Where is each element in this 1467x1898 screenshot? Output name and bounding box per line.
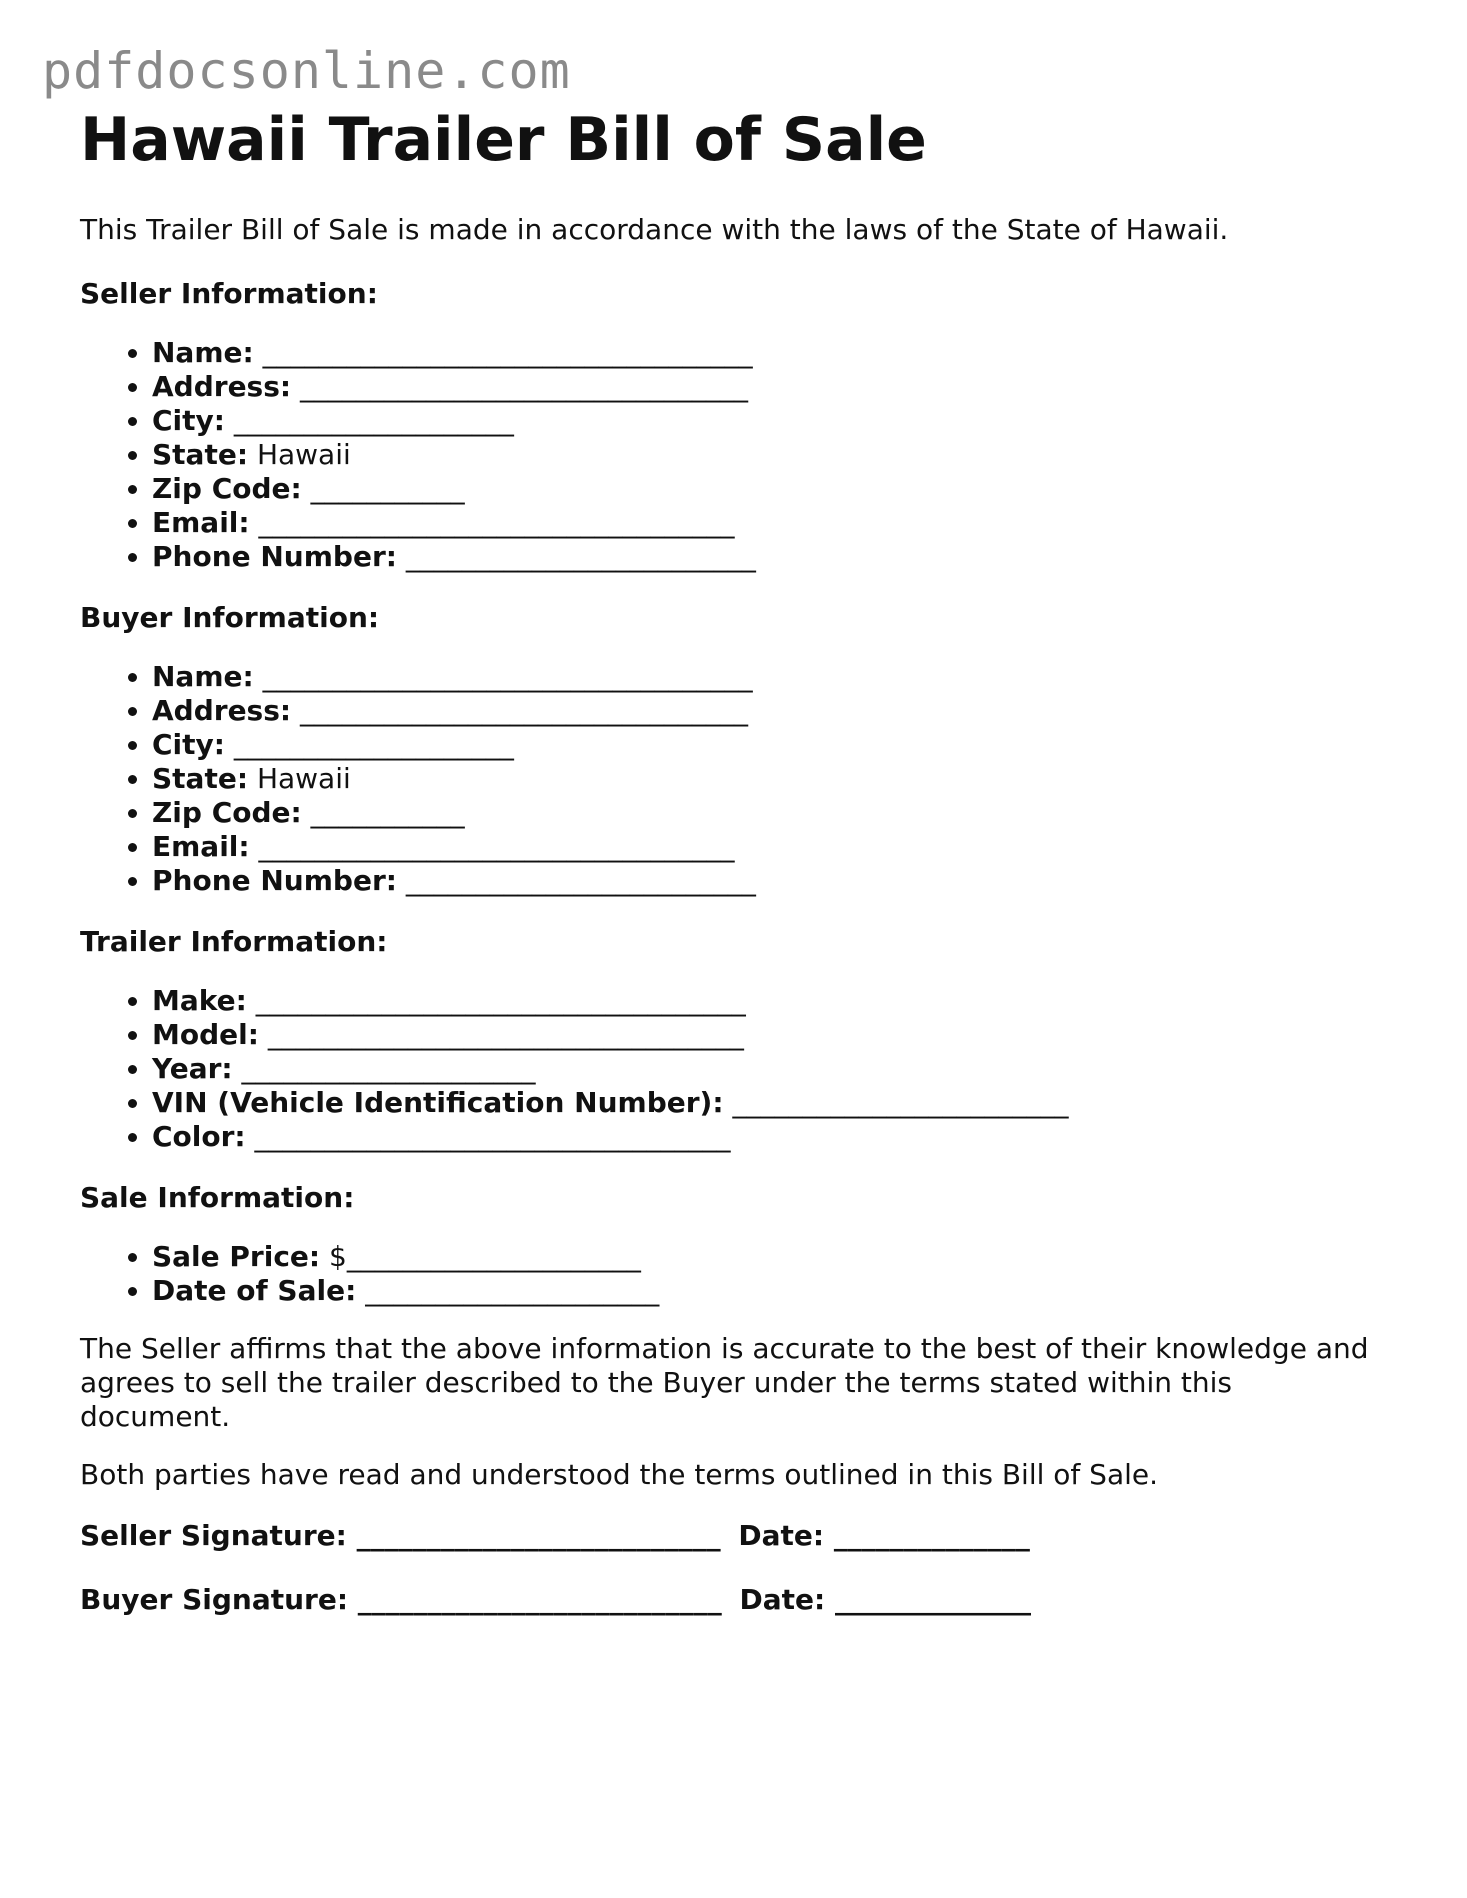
field-label: City: [152,404,225,437]
buyer-zip-item [152,796,1400,830]
field-label: State: [152,762,249,795]
affirmation-paragraph: The Seller affirms that the above information is accurate to the best of their knowledge and agrees to sell the trailer described to the Buyer under the terms stated within this document. [80,1332,1369,1433]
buyer-section-heading: Buyer Information: [80,601,380,634]
field-label: Email: [152,506,250,539]
intro-paragraph: This Trailer Bill of Sale is made in accordance with the laws of the State of Hawaii. [80,213,1229,246]
field-label: Name: [152,660,254,693]
document-title: Hawaii Trailer Bill of Sale [80,105,927,175]
field-label: City: [152,728,225,761]
field-label: Phone Number: [152,540,397,573]
field-label: Address: [152,370,292,403]
seller-phone-item [152,540,1400,574]
field-label: Zip Code: [152,796,302,829]
buyer-phone-item [152,864,1400,898]
state-value: Hawaii [256,438,351,471]
vin-blank: ________________________ [732,1086,1069,1119]
watermark-text: pdfdocsonline.com [42,42,571,100]
year-blank: _____________________ [241,1052,536,1085]
trailer-model-item [152,1018,1400,1052]
field-label: Make: [152,984,247,1017]
make-blank: ___________________________________ [255,984,746,1017]
seller-address-item [152,370,1400,404]
sale-field-list [80,1240,1400,1308]
seller-email-item [152,506,1400,540]
document-page [80,100,1400,1620]
field-label: VIN (Vehicle Identification Number): [152,1086,724,1119]
state-value: Hawaii [256,762,351,795]
buyer-signature-line [80,1580,1400,1620]
buyer-field-list [80,660,1400,898]
model-blank: __________________________________ [267,1018,744,1051]
price-blank: $_____________________ [329,1240,641,1273]
trailer-vin-item [152,1086,1400,1120]
sale-date-blank: _____________________ [365,1274,660,1307]
seller-city-item [152,404,1400,438]
buyer-date-label: Date: ______________ [739,1583,1031,1616]
phone-blank: _________________________ [405,540,756,573]
field-label: Sale Price: [152,1240,321,1273]
sale-price-item [152,1240,1400,1274]
color-blank: __________________________________ [254,1120,731,1153]
field-label: Email: [152,830,250,863]
email-blank: __________________________________ [258,830,735,863]
sale-section-heading: Sale Information: [80,1181,355,1214]
trailer-section-heading: Trailer Information: [80,925,388,958]
buyer-email-item [152,830,1400,864]
buyer-city-item [152,728,1400,762]
seller-zip-item [152,472,1400,506]
acknowledgment-paragraph: Both parties have read and understood the terms outlined in this Bill of Sale. [80,1458,1159,1491]
field-label: Year: [152,1052,233,1085]
field-label: Model: [152,1018,259,1051]
field-label: State: [152,438,249,471]
trailer-make-item [152,984,1400,1018]
field-label: Address: [152,694,292,727]
city-blank: ____________________ [233,728,514,761]
phone-blank: _________________________ [405,864,756,897]
trailer-color-item [152,1120,1400,1154]
zip-blank: ___________ [310,472,465,505]
email-blank: __________________________________ [258,506,735,539]
seller-state-item [152,438,1400,472]
field-label: Color: [152,1120,246,1153]
city-blank: ____________________ [233,404,514,437]
trailer-year-item [152,1052,1400,1086]
name-blank: ___________________________________ [262,660,753,693]
field-label: Phone Number: [152,864,397,897]
field-label: Name: [152,336,254,369]
buyer-state-item [152,762,1400,796]
buyer-address-item [152,694,1400,728]
seller-signature-line [80,1516,1400,1556]
sale-date-item [152,1274,1400,1308]
address-blank: ________________________________ [300,370,748,403]
seller-section-heading: Seller Information: [80,277,378,310]
trailer-field-list [80,984,1400,1154]
name-blank: ___________________________________ [262,336,753,369]
seller-field-list [80,336,1400,574]
buyer-signature-label: Buyer Signature: __________________________ [80,1583,722,1616]
field-label: Zip Code: [152,472,302,505]
seller-date-label: Date: ______________ [738,1519,1030,1552]
seller-signature-label: Seller Signature: __________________________ [80,1519,721,1552]
seller-name-item [152,336,1400,370]
zip-blank: ___________ [310,796,465,829]
address-blank: ________________________________ [300,694,748,727]
buyer-name-item [152,660,1400,694]
field-label: Date of Sale: [152,1274,357,1307]
